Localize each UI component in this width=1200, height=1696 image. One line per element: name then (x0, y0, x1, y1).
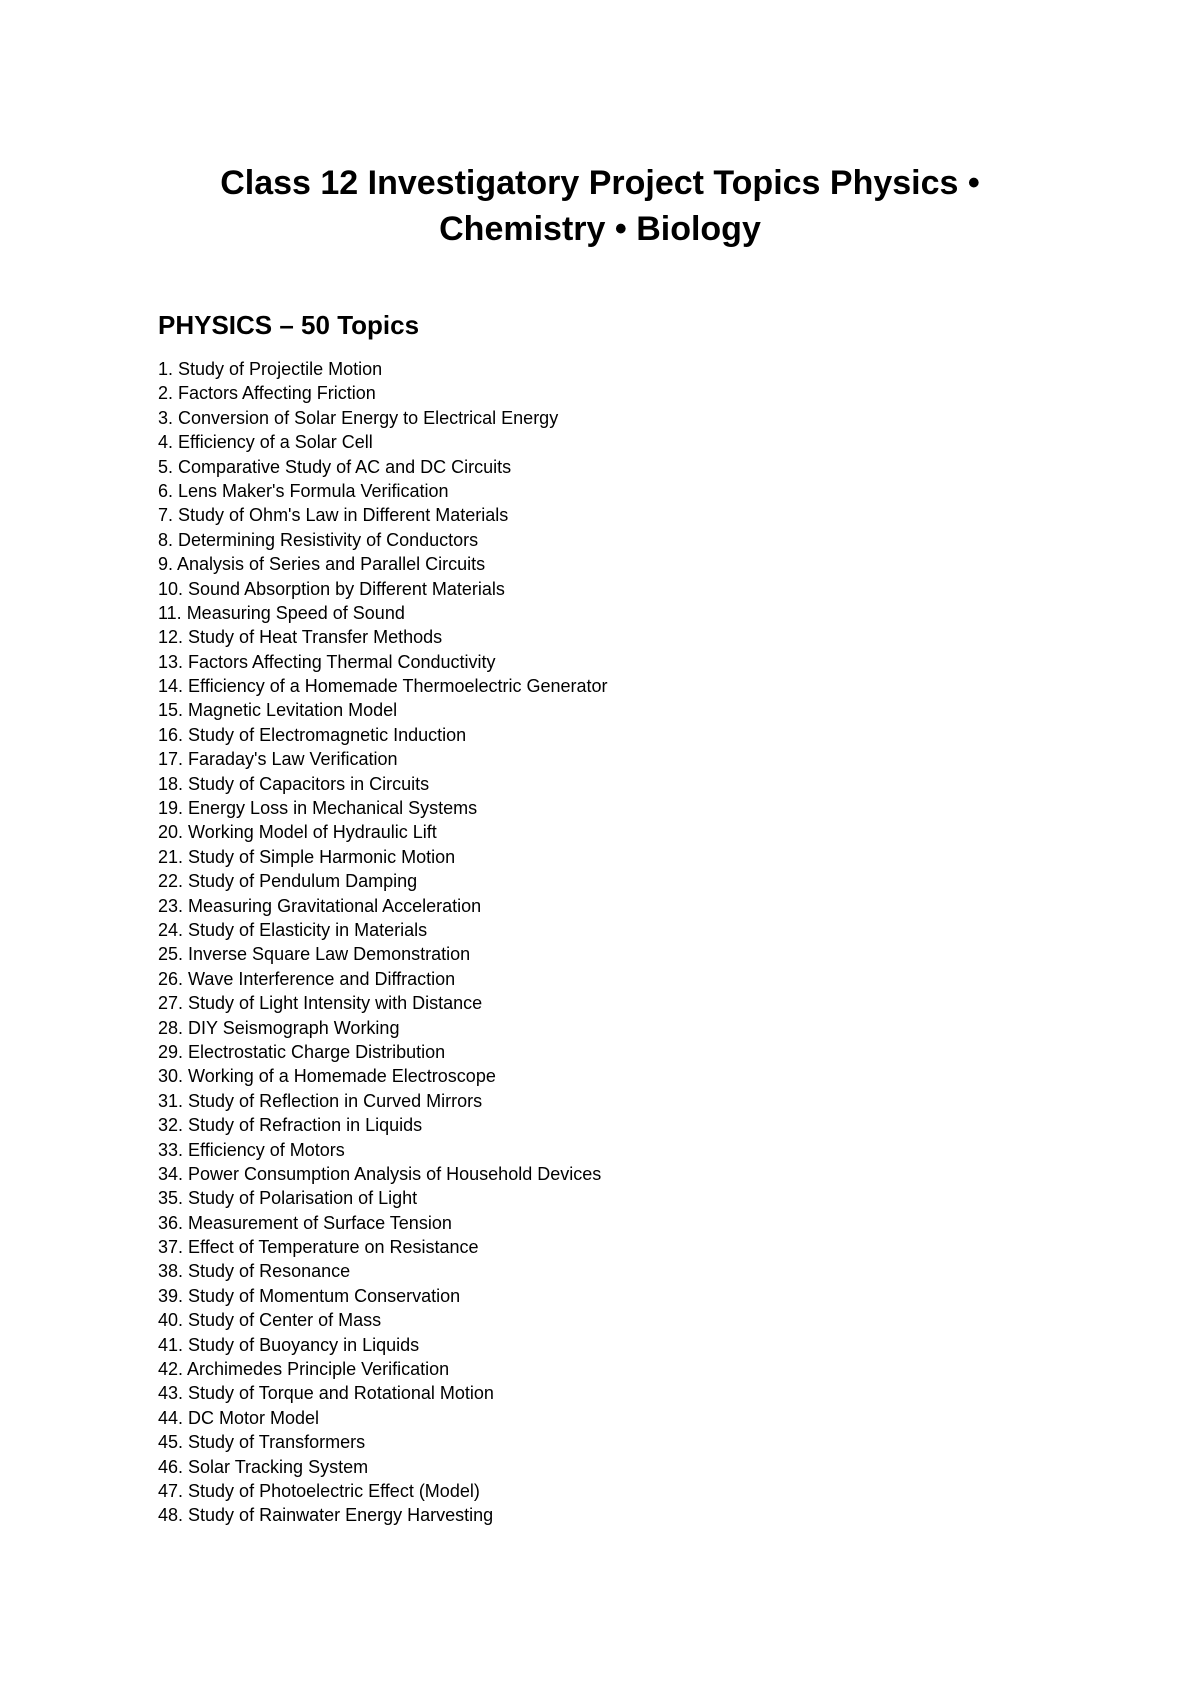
physics-topic-list (158, 357, 608, 1528)
topic-item: 20. Working Model of Hydraulic Lift (158, 822, 437, 843)
topic-item: 28. DIY Seismograph Working (158, 1017, 400, 1038)
topic-item: 12. Study of Heat Transfer Methods (158, 627, 443, 648)
topic-item: 9. Analysis of Series and Parallel Circuits (158, 554, 486, 575)
topic-item: 35. Study of Polarisation of Light (158, 1188, 418, 1209)
topic-item: 42. Archimedes Principle Verification (158, 1359, 450, 1380)
topic-item: 17. Faraday's Law Verification (158, 749, 398, 770)
topic-item: 10. Sound Absorption by Different Materials (158, 578, 505, 599)
topic-item: 19. Energy Loss in Mechanical Systems (158, 798, 478, 819)
topic-item: 27. Study of Light Intensity with Distance (158, 993, 483, 1014)
topic-item: 37. Effect of Temperature on Resistance (158, 1237, 479, 1258)
topic-item: 33. Efficiency of Motors (158, 1139, 345, 1160)
topic-item: 23. Measuring Gravitational Acceleration (158, 895, 482, 916)
topic-item: 13. Factors Affecting Thermal Conductivity (158, 651, 496, 672)
topic-item: 45. Study of Transformers (158, 1432, 366, 1453)
topic-item: 2. Factors Affecting Friction (158, 383, 376, 404)
topic-item: 39. Study of Momentum Conservation (158, 1285, 461, 1306)
topic-item: 36. Measurement of Surface Tension (158, 1212, 452, 1233)
topic-item: 16. Study of Electromagnetic Induction (158, 724, 467, 745)
topic-item: 22. Study of Pendulum Damping (158, 871, 418, 892)
topic-item: 25. Inverse Square Law Demonstration (158, 944, 471, 965)
topic-item: 47. Study of Photoelectric Effect (Model) (158, 1480, 480, 1501)
topic-item: 14. Efficiency of a Homemade Thermoelectric Generator (158, 676, 608, 697)
topic-item: 11. Measuring Speed of Sound (158, 602, 405, 623)
topic-item: 24. Study of Elasticity in Materials (158, 919, 428, 940)
topic-item: 7. Study of Ohm's Law in Different Materials (158, 505, 509, 526)
topic-item: 3. Conversion of Solar Energy to Electrical Energy (158, 407, 559, 428)
topic-item: 15. Magnetic Levitation Model (158, 700, 398, 721)
topic-item: 34. Power Consumption Analysis of Household Devices (158, 1163, 602, 1184)
topic-item: 40. Study of Center of Mass (158, 1310, 382, 1331)
topic-item: 43. Study of Torque and Rotational Motion (158, 1383, 494, 1404)
topic-item: 32. Study of Refraction in Liquids (158, 1115, 423, 1136)
topic-item: 26. Wave Interference and Diffraction (158, 968, 456, 989)
physics-heading: PHYSICS – 50 Topics (158, 310, 420, 340)
topic-item: 46. Solar Tracking System (158, 1456, 369, 1477)
topic-item: 44. DC Motor Model (158, 1407, 320, 1428)
topic-item: 4. Efficiency of a Solar Cell (158, 432, 373, 453)
topic-item: 1. Study of Projectile Motion (158, 359, 383, 379)
topic-item: 29. Electrostatic Charge Distribution (158, 1041, 446, 1062)
topic-item: 30. Working of a Homemade Electroscope (158, 1066, 496, 1087)
topic-item: 48. Study of Rainwater Energy Harvesting (158, 1505, 494, 1526)
topic-item: 21. Study of Simple Harmonic Motion (158, 846, 456, 867)
topic-item: 38. Study of Resonance (158, 1261, 351, 1282)
topic-item: 5. Comparative Study of AC and DC Circuits (158, 456, 512, 477)
topic-item: 8. Determining Resistivity of Conductors (158, 529, 479, 550)
document-title: Class 12 Investigatory Project Topics Physics • Chemistry • Biology (220, 164, 980, 248)
topic-item: 31. Study of Reflection in Curved Mirrors (158, 1090, 483, 1111)
topic-item: 6. Lens Maker's Formula Verification (158, 480, 449, 501)
topic-item: 18. Study of Capacitors in Circuits (158, 773, 430, 794)
topic-item: 41. Study of Buoyancy in Liquids (158, 1334, 420, 1355)
